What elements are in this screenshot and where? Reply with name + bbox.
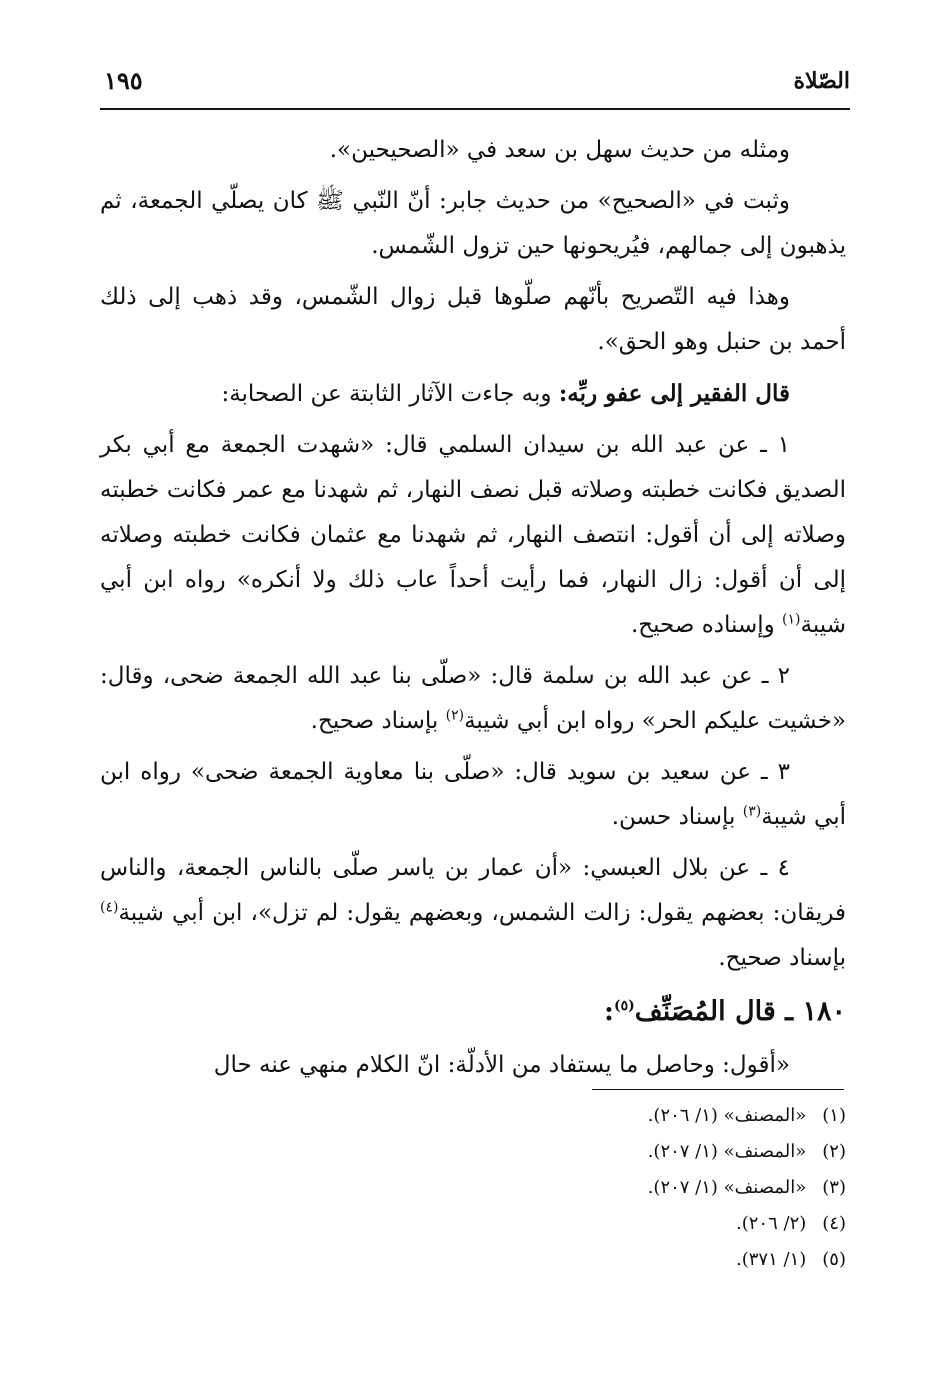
- athar-text: ٣ ـ عن سعيد بن سويد قال: «صلّى بنا معاوية الجمعة ضحى» رواه ابن أبي شيبة: [100, 759, 846, 830]
- footnote-ref[interactable]: (١): [782, 611, 801, 628]
- footnote-divider: [592, 1089, 844, 1090]
- footnote-number: (١): [822, 1105, 846, 1126]
- chapter-title: الصّلاة: [793, 68, 850, 94]
- running-header: [100, 60, 850, 100]
- footnote-ref[interactable]: (٣): [742, 803, 762, 820]
- footnote-item: [446, 1170, 846, 1206]
- footnote-text: (٢/ ٢٠٦).: [736, 1213, 807, 1234]
- footnote-ref[interactable]: (٥): [613, 998, 635, 1014]
- footnote-text: (١/ ٣٧١).: [736, 1249, 807, 1270]
- athar-item-4: [100, 846, 846, 981]
- section-heading-colon: :: [604, 996, 614, 1027]
- footnote-item: [446, 1242, 846, 1278]
- paragraph: وهذا فيه التّصريح بأنّهم صلّوها قبل زوال الشّمس، وقد ذهب إلى ذلك أحمد بن حنبل وهو الحق».: [100, 284, 846, 355]
- footnote-ref[interactable]: (٢): [445, 707, 465, 724]
- author-note: [100, 371, 846, 417]
- footnote-text: «المصنف» (١/ ٢٠٧).: [647, 1141, 807, 1162]
- footnote-number: (٥): [822, 1249, 846, 1270]
- footnote-ref[interactable]: (٤): [100, 899, 119, 916]
- paragraph: وثبت في «الصحيح» من حديث جابر: أنّ النّبي ﷺ كان يصلّي الجمعة، ثم يذهبون إلى جمالهم، فيُريحونها حين تزول الشّمس.: [100, 188, 846, 259]
- page-number: ١٩٥: [104, 66, 143, 95]
- athar-grading: وإسناده صحيح.: [630, 612, 783, 638]
- footnote-text: «المصنف» (١/ ٢٠٦).: [647, 1105, 807, 1126]
- athar-grading: بإسناد حسن.: [611, 804, 743, 830]
- section-heading: [100, 987, 846, 1037]
- athar-item-3: [100, 750, 846, 840]
- athar-grading: بإسناد صحيح.: [310, 708, 446, 734]
- athar-text: ١ ـ عن عبد الله بن سيدان السلمي قال: «شهدت الجمعة مع أبي بكر الصديق فكانت خطبته وصلاته قبل نصف النهار، ثم شهدنا مع عمر فكانت خطبته وصلاته إلى أن أقول: انتصف النهار، ثم شهدنا مع عثمان فكانت خطبته وصلاته إلى أن أقول: زال النهار، فما رأيت أحداً عاب ذلك ولا أنكره» رواه ابن أبي شيبة: [100, 432, 846, 638]
- athar-text: ٤ ـ عن بلال العبسي: «أن عمار بن ياسر صلّى بالناس الجمعة، والناس فريقان: بعضهم يقول: زالت الشمس، وبعضهم يقول: لم تزل»، ابن أبي شيبة: [100, 855, 846, 926]
- footnote-text: «المصنف» (١/ ٢٠٧).: [647, 1177, 807, 1198]
- author-label: قال الفقير إلى عفو ربِّه:: [558, 380, 790, 407]
- footnote-item: [446, 1134, 846, 1170]
- paragraph: «أقول: وحاصل ما يستفاد من الأدلّة: انّ الكلام منهي عنه حال: [213, 1052, 790, 1078]
- footnote-number: (٤): [822, 1213, 846, 1234]
- footnote-number: (٢): [822, 1141, 846, 1162]
- paragraph: ومثله من حديث سهل بن سعد في «الصحيحين».: [329, 137, 790, 163]
- athar-item-1: [100, 423, 846, 648]
- footnote-item: [446, 1206, 846, 1242]
- section-heading-text: ١٨٠ ـ قال المُصَنِّف: [634, 996, 846, 1027]
- athar-grading: بإسناد صحيح.: [718, 945, 846, 971]
- footnotes: [446, 1098, 846, 1278]
- header-divider: [100, 108, 850, 110]
- author-note-text: وبه جاءت الآثار الثابتة عن الصحابة:: [221, 381, 559, 407]
- main-text: [100, 128, 846, 1094]
- athar-text: ٢ ـ عن عبد الله بن سلمة قال: «صلّى بنا عبد الله الجمعة ضحى، وقال: «خشيت عليكم الحر» رواه ابن أبي شيبة: [100, 663, 846, 734]
- footnote-number: (٣): [822, 1177, 846, 1198]
- athar-item-2: [100, 654, 846, 744]
- footnote-item: [446, 1098, 846, 1134]
